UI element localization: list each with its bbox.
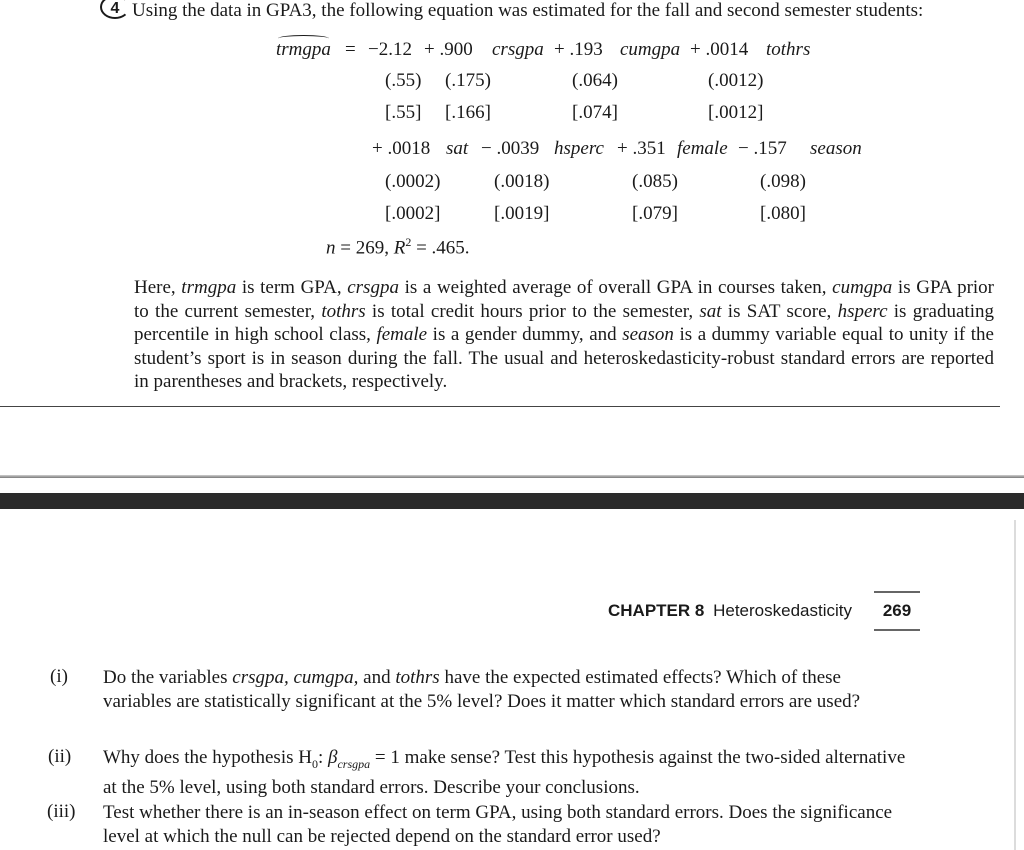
rse-female: [.079]: [632, 203, 678, 224]
rse-crsgpa: [.166]: [445, 102, 491, 123]
coef-hsperc: − .0039: [481, 138, 540, 159]
variable-definitions-paragraph: Here, trmgpa is term GPA, crsgpa is a weighted average of overall GPA in courses taken, cumgpa is GPA prior to the current semester, tothrs is total credit hours prior to the semester, sat is SAT score, hsperc is graduating percentile in high school class, female is a gender dummy, and season is a dummy variable equal to unity if the student’s sport is in season during the fall. The usual and heteroskedasticity-robust standard errors are reported in parentheses and brackets, respectively.: [134, 277, 995, 392]
rse-hsperc: [.0019]: [494, 203, 550, 224]
page-break-bar: [0, 493, 1024, 509]
rse-season: [.080]: [760, 203, 806, 224]
problem-intro-text: Using the data in GPA3, the following equation was estimated for the fall and second semester students:: [132, 0, 924, 21]
var-crsgpa: crsgpa: [492, 39, 544, 60]
var-sat: sat: [446, 138, 469, 159]
scan-right-edge: [1014, 520, 1016, 850]
question-item: Do the variables crsgpa, cumgpa, and tothrs have the expected estimated effects? Which of these variables are statistically significant at the 5% level? Does it matter which standard errors are used?: [103, 667, 861, 712]
var-hsperc: hsperc: [554, 138, 604, 159]
question-label: (iii): [47, 801, 76, 822]
se-sat: (.0002): [385, 171, 441, 192]
var-female: female: [677, 138, 728, 159]
se-crsgpa: (.175): [445, 70, 491, 91]
rse-intercept: [.55]: [385, 102, 422, 123]
var-tothrs: tothrs: [766, 39, 811, 60]
paragraph-rule: [0, 406, 1000, 407]
se-hsperc: (.0018): [494, 171, 550, 192]
question-item: Why does the hypothesis $H_0$: $\beta_{crsgpa} = 1$ make sense? Test this hypothesis against the two-sided alternative at the 5% level, using both standard errors. Describe your conclusions.: [103, 747, 906, 798]
rse-cumgpa: [.074]: [572, 102, 618, 123]
se-female: (.085): [632, 171, 678, 192]
problem-intro: [100, 0, 923, 22]
question-label: (ii): [48, 746, 72, 767]
se-cumgpa: (.064): [572, 70, 618, 91]
problem-number-badge: 4: [100, 0, 130, 19]
chapter-header: [608, 601, 912, 621]
sample-stats: n = 269, $R^2 = .465$.: [326, 235, 470, 259]
scan-edge-line: [0, 475, 1024, 478]
se-tothrs: (.0012): [708, 70, 764, 91]
coef-season: − .157: [738, 138, 787, 159]
hat-accent: [278, 35, 329, 42]
question-item: Test whether there is an in-season effect on term GPA, using both standard errors. Does the significance level at which the null can be rejected depend on the standard error used?: [103, 802, 893, 847]
question-label: (i): [50, 666, 68, 687]
chapter-label: CHAPTER 8: [608, 601, 705, 620]
coef-crsgpa: + .900: [424, 39, 473, 60]
coef-tothrs: + .0014: [690, 39, 749, 60]
var-season: season: [810, 138, 862, 159]
coef-intercept: −2.12: [368, 39, 412, 60]
se-intercept: (.55): [385, 70, 422, 91]
se-season: (.098): [760, 171, 806, 192]
rse-tothrs: [.0012]: [708, 102, 764, 123]
equals-sign: =: [345, 39, 356, 60]
rse-sat: [.0002]: [385, 203, 441, 224]
equation-lhs: trmgpa: [276, 40, 331, 59]
coef-female: + .351: [617, 138, 666, 159]
coef-sat: + .0018: [372, 138, 431, 159]
coef-cumgpa: + .193: [554, 39, 603, 60]
var-cumgpa: cumgpa: [620, 39, 681, 60]
page-number: 269: [874, 591, 920, 631]
chapter-title: Heteroskedasticity: [713, 601, 852, 620]
